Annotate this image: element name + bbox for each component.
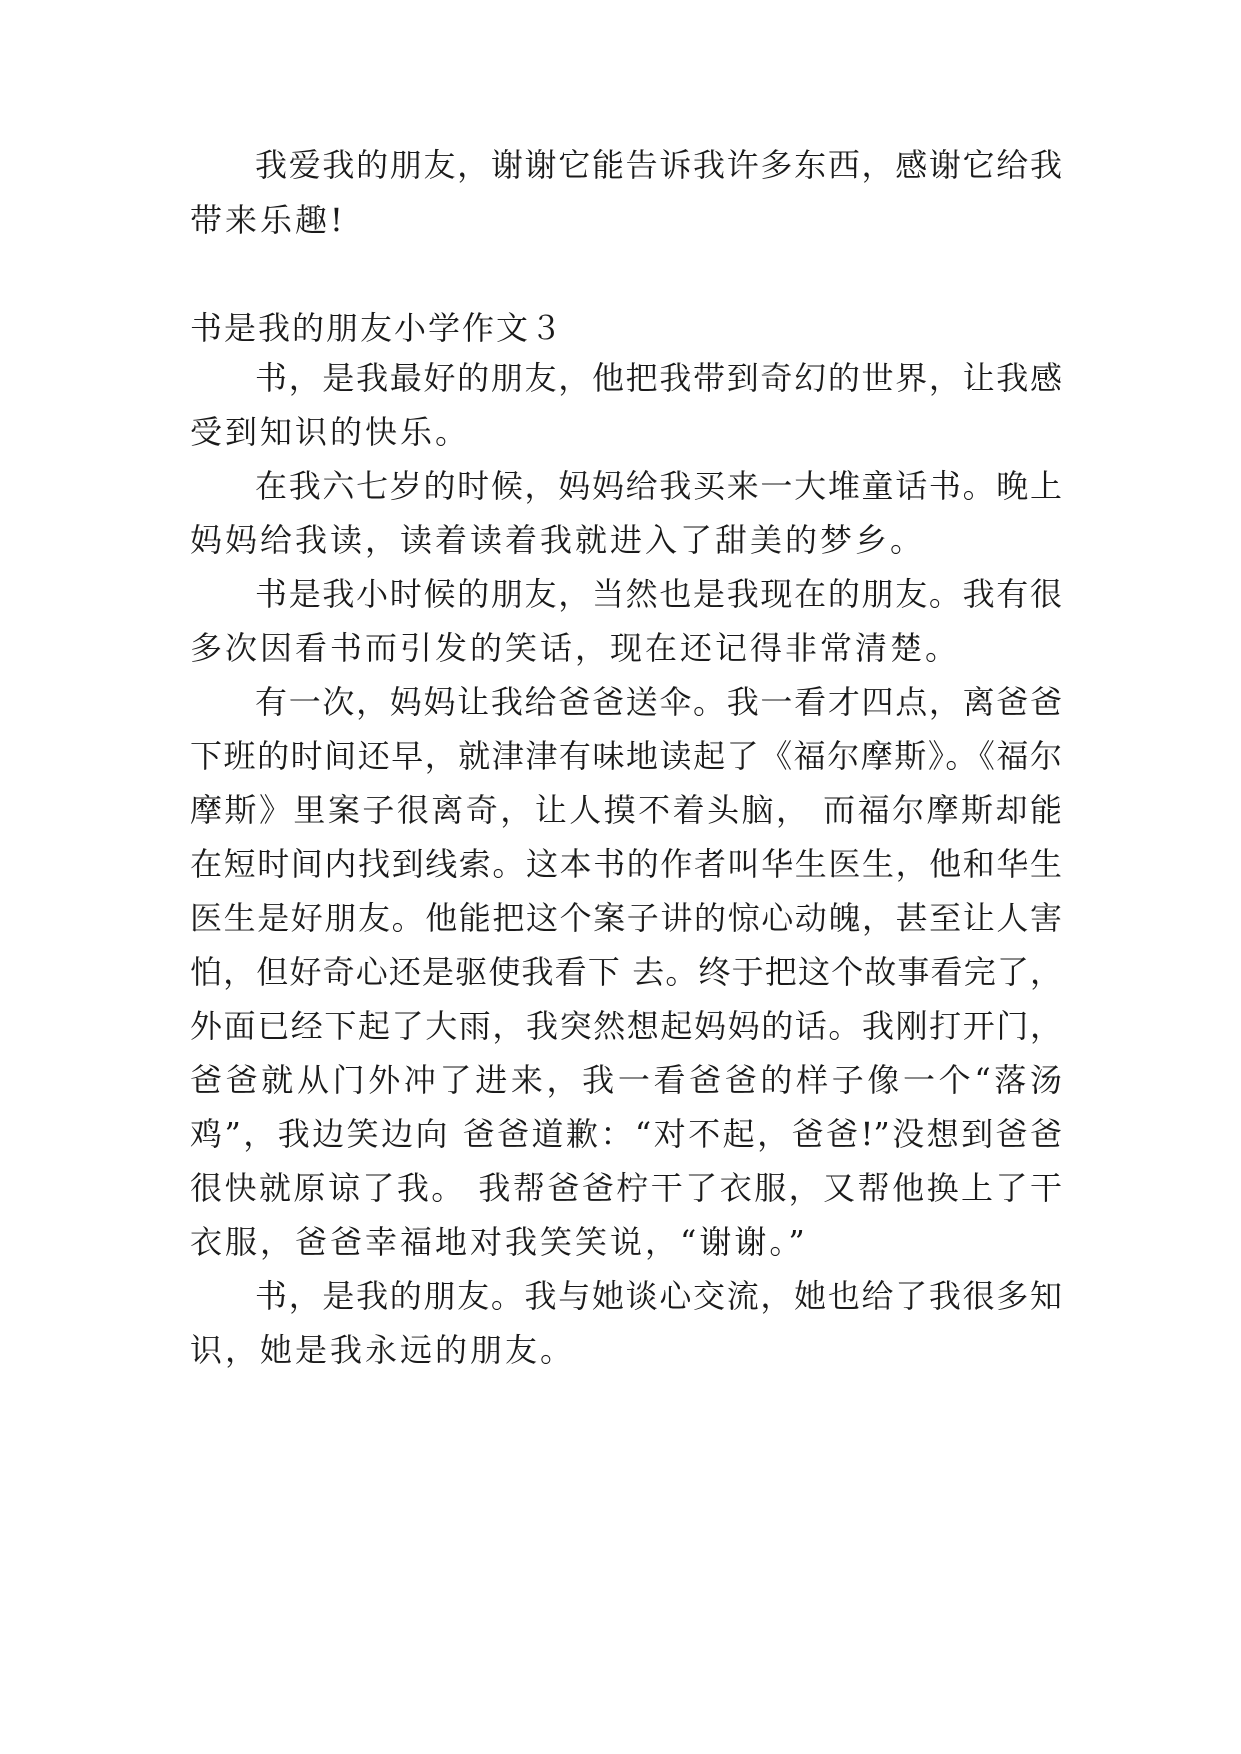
paragraph-line: 带来乐趣! (190, 201, 346, 239)
paragraph-line: 外面已经下起了大雨，我突然想起妈妈的话。我刚打开门， (190, 1007, 1062, 1045)
paragraph-line: 有一次，妈妈让我给爸爸送伞。我一看才四点，离爸爸 (255, 683, 1062, 721)
paragraph-line: 多次因看书而引发的笑话，现在还记得非常清楚。 (190, 629, 961, 667)
paragraph-line: 怕，但好奇心还是驱使我看下 去。终于把这个故事看完了， (190, 953, 1062, 991)
paragraph-line: 摩斯》里案子很离奇，让人摸不着头脑， 而福尔摩斯却能 (190, 791, 1062, 829)
paragraph-line: 很快就原谅了我。 我帮爸爸柠干了衣服，又帮他换上了干 (190, 1169, 1062, 1207)
paragraph-line: 在短时间内找到线索。这本书的作者叫华生医生，他和华生 (190, 845, 1062, 883)
paragraph-line: 书，是我的朋友。我与她谈心交流，她也给了我很多知 (255, 1277, 1062, 1315)
paragraph-line: 下班的时间还早，就津津有味地读起了《福尔摩斯》。《福尔 (190, 737, 1062, 775)
paragraph-line: 爸爸就从门外冲了进来，我一看爸爸的样子像一个“落汤 (190, 1061, 1062, 1099)
paragraph-line: 识，她是我永远的朋友。 (190, 1331, 576, 1369)
paragraph-line: 医生是好朋友。他能把这个案子讲的惊心动魄，甚至让人害 (190, 899, 1062, 937)
paragraph-line: 鸡”，我边笑边向 爸爸道歉：“对不起，爸爸!”没想到爸爸 (190, 1115, 1062, 1153)
paragraph-line: 妈妈给我读，读着读着我就进入了甜美的梦乡。 (190, 521, 926, 559)
paragraph-line: 衣服，爸爸幸福地对我笑笑说，“谢谢。” (190, 1223, 808, 1261)
paragraph-line: 书是我小时候的朋友，当然也是我现在的朋友。我有很 (255, 575, 1062, 613)
essay-title: 书是我的朋友小学作文３ (190, 309, 565, 347)
paragraph-line: 我爱我的朋友，谢谢它能告诉我许多东西，感谢它给我 (255, 146, 1062, 184)
paragraph-line: 受到知识的快乐。 (190, 413, 471, 451)
paragraph-line: 在我六七岁的时候，妈妈给我买来一大堆童话书。晚上 (255, 467, 1062, 505)
paragraph-line: 书，是我最好的朋友，他把我带到奇幻的世界，让我感 (255, 359, 1062, 397)
